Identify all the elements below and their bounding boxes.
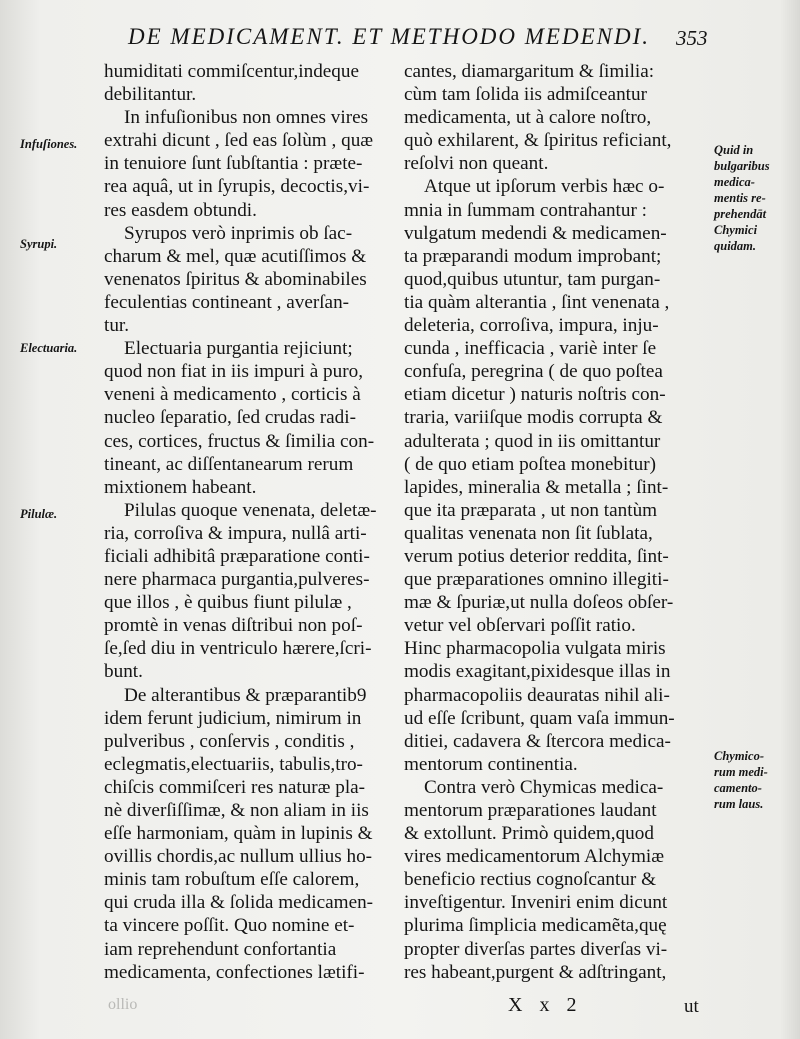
text-line: minis tam robuſtum eſſe calorem, <box>104 869 360 891</box>
text-line: que præparationes omnino illegiti- <box>404 569 669 591</box>
text-line: ta vincere poſſit. Quo nomine et- <box>104 915 355 937</box>
text-line: Pilulas quoque venenata, deletæ- <box>124 499 377 521</box>
margin-note-electuaria: Electuaria. <box>20 341 78 355</box>
text-line: tur. <box>104 315 130 337</box>
running-title: DE MEDICAMENT. ET METHODO MEDENDI. <box>128 24 651 49</box>
margin-note-line: rum laus. <box>714 797 764 811</box>
margin-note-line: mentis re- <box>714 191 766 205</box>
margin-note-line: prehendāt <box>714 207 767 221</box>
text-line: nere pharmaca purgantia,pulveres- <box>104 569 370 591</box>
margin-note-infusiones: Infuſiones. <box>20 137 78 151</box>
text-line: qualitas venenata non ſit ſublata, <box>404 522 653 544</box>
text-line: promtè in venas diſtribui non poſ- <box>104 615 363 637</box>
text-line: nucleo ſeparatio, ſed crudas radi- <box>104 407 356 429</box>
text-line: ria, corroſiva & impura, nullâ arti- <box>104 522 367 544</box>
text-line: quod,quibus utuntur, tam purgan- <box>404 268 661 290</box>
text-line: eſſe harmoniam, quàm in lupinis & <box>104 823 373 845</box>
text-line: tineant, ac diſſentanearum rerum <box>104 453 354 475</box>
page-number: 353 <box>676 26 708 50</box>
margin-note-quid-in-vulgaribus <box>714 142 770 254</box>
text-line: mentorum continentia. <box>404 753 578 775</box>
text-line: ficiali adhibitâ præparatione conti- <box>104 545 370 567</box>
text-line: ſe,ſed diu in ventriculo hærere,ſcri- <box>104 638 372 660</box>
text-line: nè diverſiſſimæ, & non aliam in iis <box>104 800 369 821</box>
left-text-column <box>104 60 404 984</box>
text-line: ta præparandi modum improbant; <box>404 245 662 267</box>
text-line: que ita præparata , ut non tantùm <box>404 499 658 521</box>
text-line: idem ferunt judicium, nimirum in <box>104 707 362 729</box>
text-line: cunda , inefficacia , variè inter ſe <box>404 338 657 360</box>
text-line: deleteria, corroſiva, impura, inju- <box>404 315 659 337</box>
text-line: vulgatum medendi & medicamen- <box>404 222 667 244</box>
text-line: ces, cortices, fructus & ſimilia con- <box>104 430 375 452</box>
text-line: medicamenta, ut à calore noſtro, <box>404 107 652 129</box>
text-line: Atque ut ipſorum verbis hæc o- <box>424 176 665 198</box>
text-line: venenatos ſpiritus & abominabiles <box>104 268 367 290</box>
text-line: Contra verò Chymicas medica- <box>424 776 664 798</box>
text-line: De alterantibus & præparantib9 <box>124 684 367 706</box>
text-line: iam reprehendunt confortantia <box>104 938 337 960</box>
text-line: Syrupos verò inprimis ob ſac- <box>124 222 353 244</box>
right-text-column <box>404 60 716 984</box>
margin-note-line: Chymici <box>714 223 758 237</box>
text-line: quod non fiat in iis impuri à puro, <box>104 361 364 383</box>
text-line: que illos , è quibus fiunt pilulæ , <box>104 592 352 614</box>
text-line: ovillis chordis,ac nullum ullius ho- <box>104 846 373 868</box>
text-line: bunt. <box>104 661 143 683</box>
margin-note-pilulae: Pilulæ. <box>20 507 58 521</box>
text-line: medicamenta, confectiones lætifi- <box>104 961 365 983</box>
text-line: chiſcis commiſceri res naturæ pla- <box>104 776 366 798</box>
text-line: rea aquâ, ut in ſyrupis, decoctis,vi- <box>104 176 370 198</box>
text-line: veneni à medicamento , corticis à <box>104 384 361 406</box>
text-line: verum potius deterior reddita, ſint- <box>404 545 669 567</box>
margin-note-line: quidam. <box>714 239 757 253</box>
bleed-through-text: ollio <box>108 996 138 1013</box>
text-line: ( de quo etiam poſtea monebitur) <box>404 453 657 475</box>
margin-note-line: camento- <box>714 781 762 795</box>
text-line: extrahi dicunt , ſed eas ſolùm , quæ <box>104 130 374 152</box>
text-line: traria, variiſque modis corrupta & <box>404 407 663 429</box>
text-line: ud eſſe ſcribunt, quam vaſa immun- <box>404 707 675 729</box>
text-line: vires medicamentorum Alchymiæ <box>404 846 665 868</box>
text-line: plurima ſimplicia medicamẽta,quę <box>404 915 667 937</box>
text-line: reſolvi non queant. <box>404 153 549 175</box>
text-line: propter diverſas partes diverſas vi- <box>404 938 668 960</box>
text-line: beneficio rectius cognoſcantur & <box>404 869 657 891</box>
margin-note-line: rum medi- <box>714 765 768 779</box>
text-line: mentorum præparationes laudant <box>404 800 657 821</box>
text-line: cantes, diamargaritum & ſimilia: <box>404 61 655 82</box>
catchword: ut <box>684 996 699 1017</box>
text-line: in tenuiore ſunt ſubſtantia : præte- <box>104 153 363 175</box>
margin-note-chymicorum <box>714 748 768 812</box>
text-line: etiam dicetur ) naturis noſtris con- <box>404 384 666 406</box>
text-line: modis exagitant,pixidesque illas in <box>404 661 671 683</box>
text-line: Hinc pharmacopolia vulgata miris <box>404 638 666 660</box>
signature-mark: X x 2 <box>508 994 583 1016</box>
text-line: vetur vel obſervari poſſit ratio. <box>404 615 636 637</box>
text-line: & extollunt. Primò quidem,quod <box>404 823 654 845</box>
text-line: cùm tam ſolida iis admiſceantur <box>404 84 647 106</box>
text-line: mnia in ſummam contrahantur : <box>404 199 647 221</box>
text-line: res easdem obtundi. <box>104 199 257 221</box>
text-line: pulveribus , conſervis , conditis , <box>104 730 355 752</box>
text-line: inveſtigentur. Inveniri enim dicunt <box>404 892 668 914</box>
text-line: mæ & ſpuriæ,ut nulla doſeos obſer- <box>404 592 674 614</box>
text-line: In infuſionibus non omnes vires <box>124 107 369 129</box>
text-line: charum & mel, quæ acutiſſimos & <box>104 245 367 267</box>
text-line: eclegmatis,electuariis, tabulis,tro- <box>104 753 363 775</box>
text-line: mixtionem habeant. <box>104 476 257 498</box>
text-line: confuſa, peregrina ( de quo poſtea <box>404 361 663 383</box>
text-line: adulterata ; quod in iis omittantur <box>404 430 661 452</box>
text-line: quò exhilarent, & ſpiritus reficiant, <box>404 130 672 152</box>
text-line: feculentias contineant , averſan- <box>104 291 350 313</box>
margin-note-syrupi: Syrupi. <box>20 237 58 251</box>
text-line: tia quàm alterantia , ſint venenata , <box>404 291 670 313</box>
text-line: Electuaria purgantia rejiciunt; <box>124 338 353 360</box>
text-line: qui cruda illa & ſolida medicamen- <box>104 892 374 914</box>
margin-note-line: bulgaribus <box>714 159 770 173</box>
text-line: debilitantur. <box>104 84 197 106</box>
text-line: pharmacopoliis deauratas nihil ali- <box>404 684 670 706</box>
margin-note-line: medica- <box>714 175 755 189</box>
text-line: lapides, mineralia & metalla ; ſint- <box>404 476 669 498</box>
margin-note-line: Chymico- <box>714 749 764 763</box>
text-line: res habeant,purgent & adſtringant, <box>404 961 667 983</box>
text-line: ditiei, cadavera & ſtercora medica- <box>404 730 671 752</box>
margin-note-line: Quid in <box>714 143 754 157</box>
text-line: humiditati commiſcentur,indeque <box>104 61 360 82</box>
